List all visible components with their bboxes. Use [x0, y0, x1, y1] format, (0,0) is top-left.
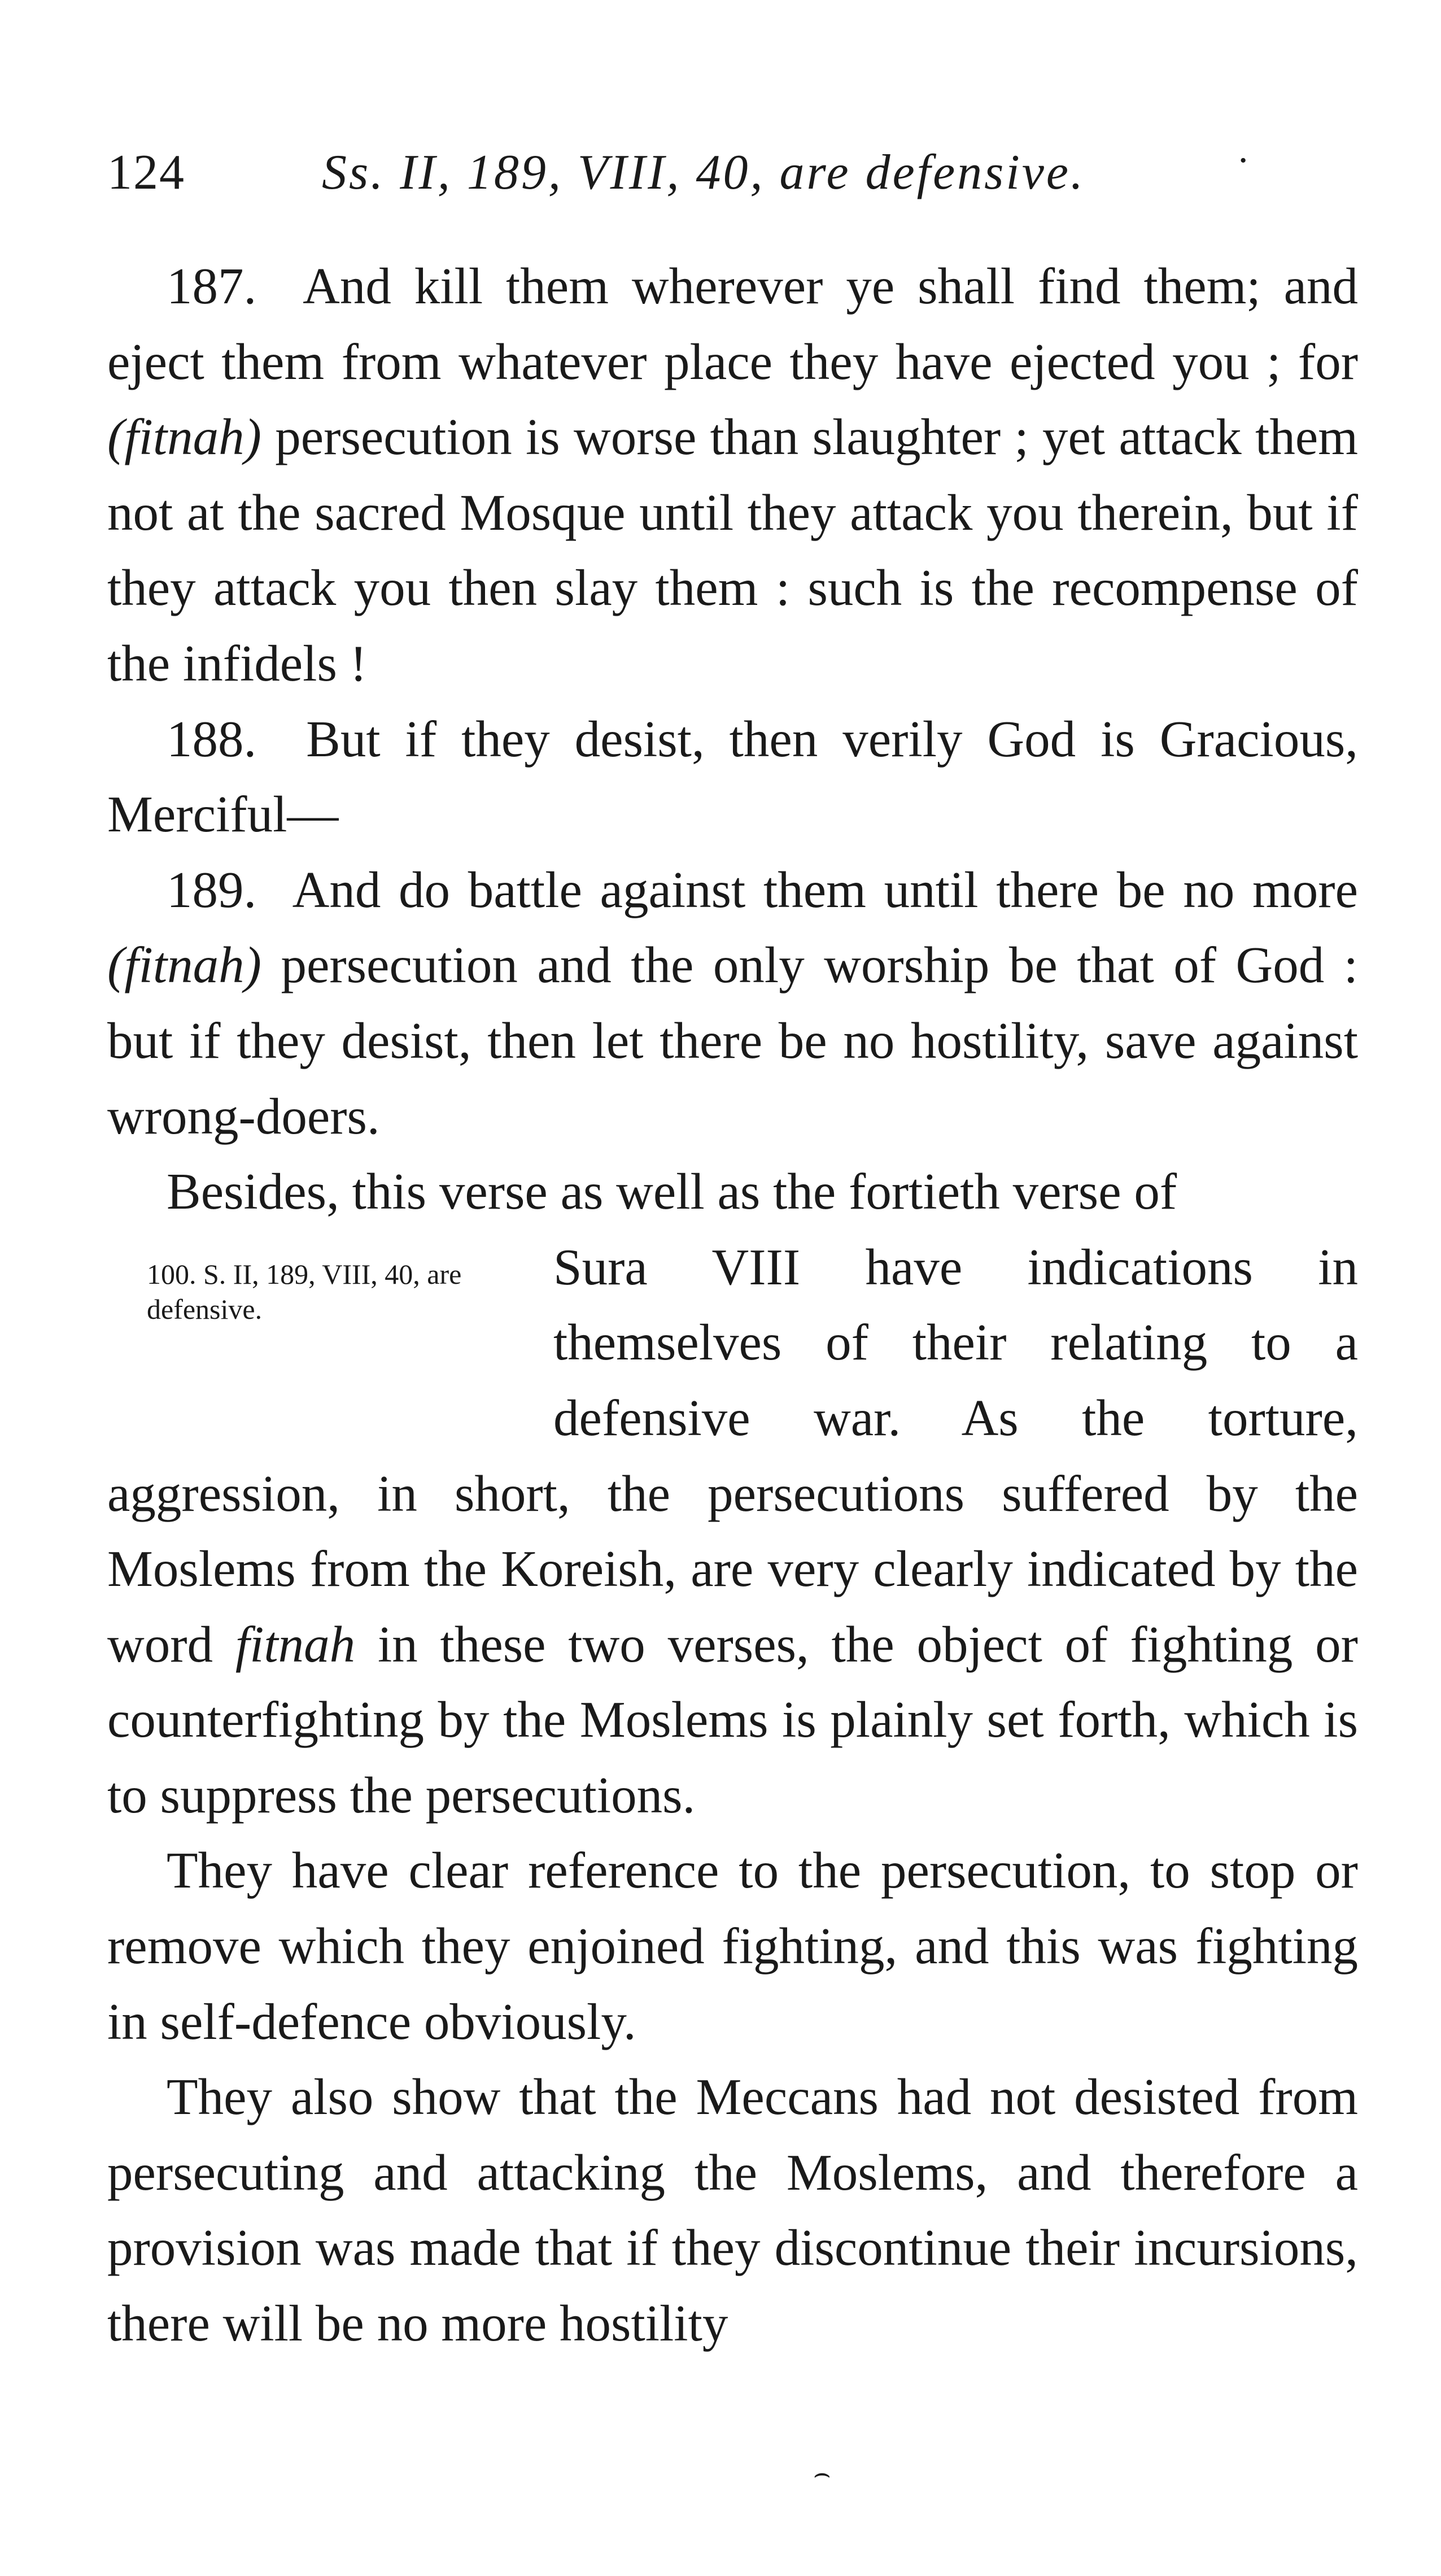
verse-number: 188. — [167, 710, 257, 768]
margin-note: 100. S. II, 189, VIII, 40, are defensive. — [147, 1258, 462, 1325]
fitnah-term: fitnah — [235, 1615, 356, 1673]
paragraph-text: in these two verses, the object of fighting or counterfighting by the Moslems is plainly set forth, which is to suppress the persecutions. — [107, 1615, 1358, 1824]
paragraph-meccans: They also show that the Meccans had not desisted from persecuting and attacking the Moslems, and therefore a provision was made that if they discontinue their incursions, there will be no more hostility — [107, 2068, 1358, 2352]
verse-number: 187. — [167, 258, 257, 315]
header-dot: · — [1237, 139, 1250, 182]
page-header — [107, 139, 1293, 206]
verse-text: But if they desist, then verily God is Gracious, Merciful— — [107, 710, 1358, 843]
paragraph-lead-line: Besides, this verse as well as the fortieth verse of — [167, 1163, 1177, 1221]
verse-number: 189. — [167, 861, 257, 918]
verse-text: persecution and the only worship be that of God : but if they desist, then let there be no hostility, save against wrong-doers. — [107, 936, 1358, 1145]
footer-mark: ⌢ — [813, 2459, 831, 2488]
paragraph-text: Sura VIII have indications in themselves of their relating to a defensive war. As the torture, aggression, in short, the persecutions suffered by the Moslems from the Koreish, are very clearly indicated by the word — [107, 1238, 1358, 1673]
body-text — [107, 249, 1358, 2361]
verse-189 — [107, 852, 1358, 1154]
verse-text: And kill them wherever ye shall find them; and eject them from whatever place they have ejected you ; for — [107, 258, 1358, 390]
fitnah-term: (fitnah) — [107, 408, 261, 466]
paragraph-with-sidenote — [107, 1230, 1358, 1833]
fitnah-term: (fitnah) — [107, 936, 261, 994]
paragraph-reference: They have clear reference to the persecution, to stop or remove which they enjoined fighting, and this was fighting in self-defence obviously. — [107, 1842, 1358, 2050]
verse-text: And do battle against them until there be no more — [292, 861, 1358, 918]
verse-188 — [107, 701, 1358, 852]
verse-text: persecution is worse than slaughter ; yet attack them not at the sacred Mosque until they attack you therein, but if they attack you then slay them : such is the recompense of the infidels ! — [107, 408, 1358, 692]
running-head: Ss. II, 189, VIII, 40, are defensive. — [322, 145, 1085, 200]
page-number: 124 — [107, 145, 185, 200]
verse-187 — [107, 249, 1358, 701]
